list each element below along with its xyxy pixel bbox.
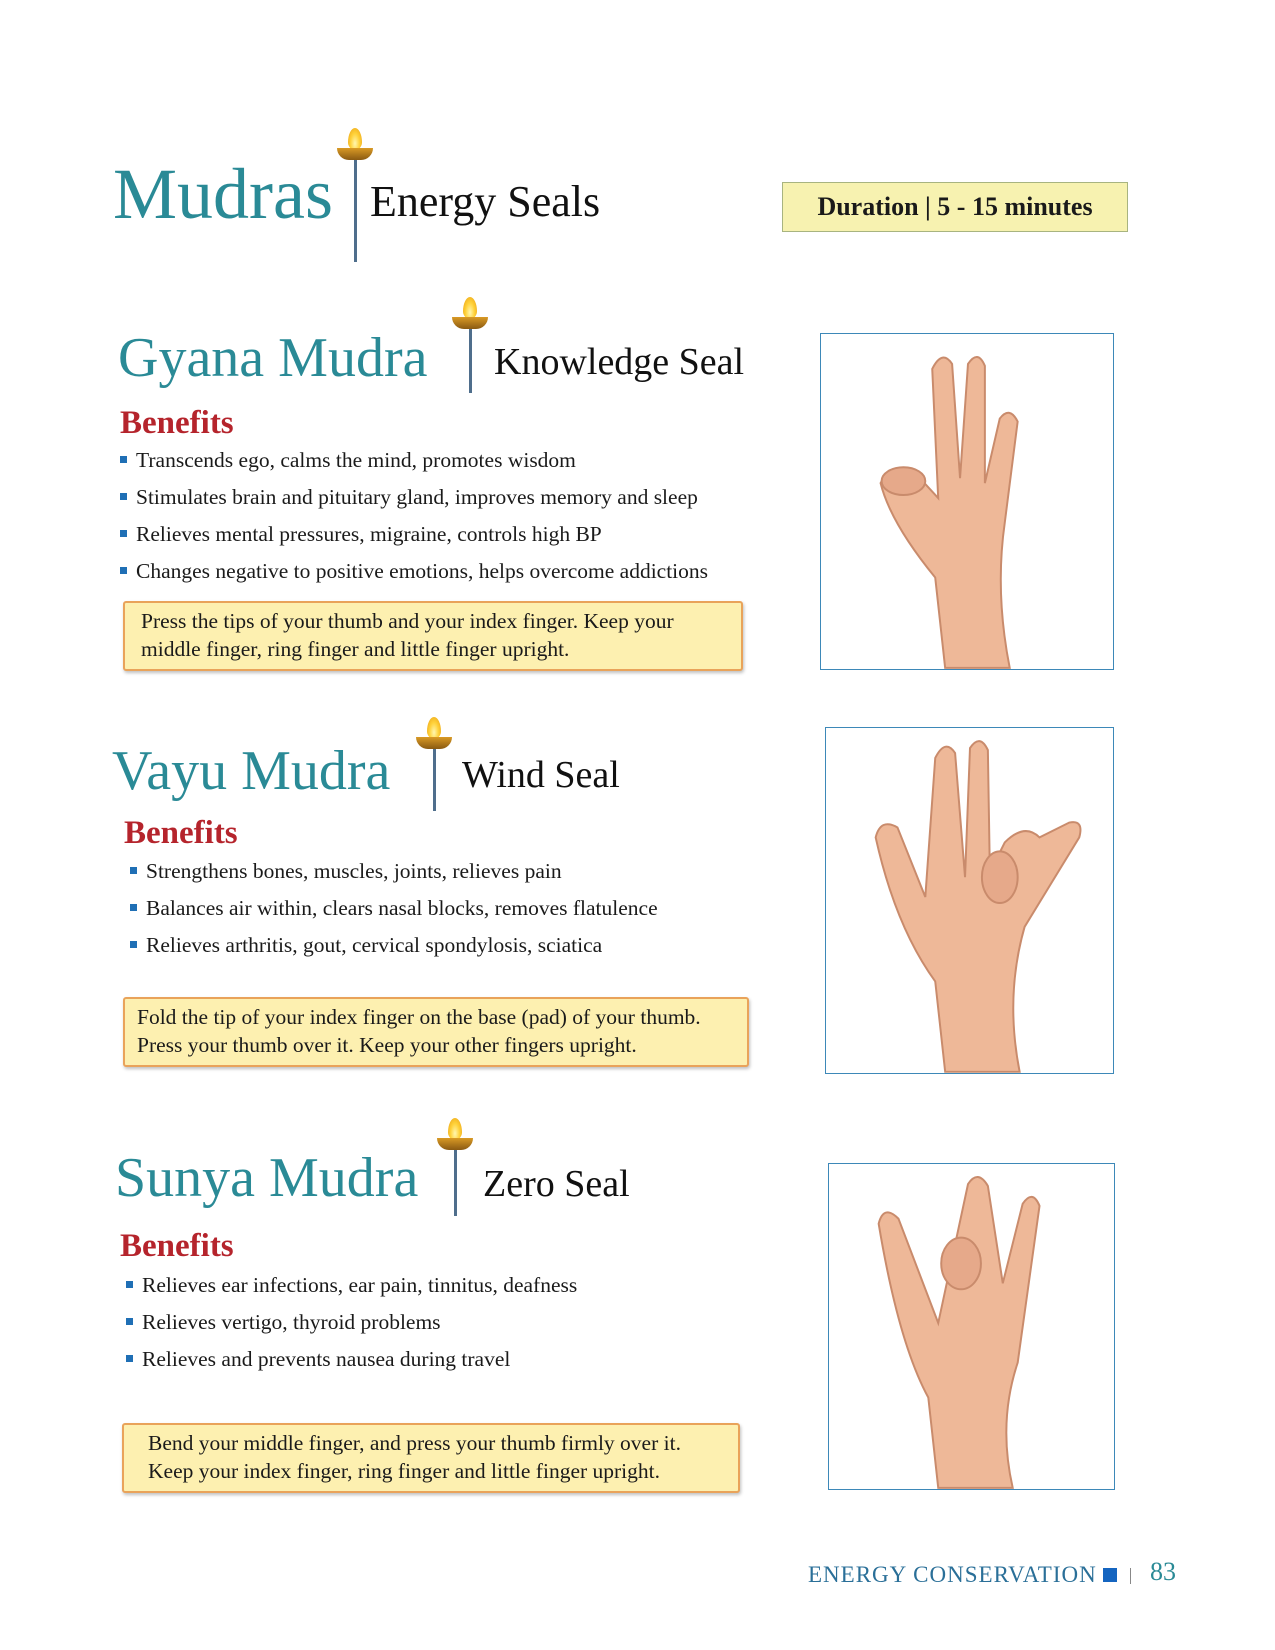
page-number: 83 xyxy=(1150,1557,1176,1586)
bullet-square-icon xyxy=(120,567,127,574)
benefits-heading: Benefits xyxy=(120,1228,234,1264)
sunya-mudra-hand-image xyxy=(828,1163,1115,1490)
benefits-heading: Benefits xyxy=(124,815,238,851)
footer-square-icon xyxy=(1103,1568,1117,1582)
mudra-subtitle: Zero Seal xyxy=(483,1163,630,1205)
instruction-note: Fold the tip of your index finger on the base (pad) of your thumb. Press your thumb over it. Keep your other fingers upright. xyxy=(123,997,749,1067)
mudra-subtitle: Wind Seal xyxy=(462,754,620,796)
list-item: Balances air within, clears nasal blocks, removes flatulence xyxy=(130,893,658,930)
benefits-list xyxy=(130,856,658,967)
instruction-note: Press the tips of your thumb and your index finger. Keep your middle finger, ring finger and little finger upright. xyxy=(123,601,743,671)
bullet-square-icon xyxy=(120,456,127,463)
page-title: Mudras xyxy=(113,154,333,234)
bullet-square-icon xyxy=(120,493,127,500)
list-item: Relieves ear infections, ear pain, tinnitus, deafness xyxy=(126,1270,577,1307)
page-subtitle: Energy Seals xyxy=(370,177,601,226)
mudra-subtitle: Knowledge Seal xyxy=(494,341,745,383)
footer-divider xyxy=(1130,1568,1131,1584)
benefits-list xyxy=(120,445,708,593)
duration-badge: Duration | 5 - 15 minutes xyxy=(782,182,1128,232)
mudra-title: Vayu Mudra xyxy=(112,740,391,802)
list-item: Strengthens bones, muscles, joints, relieves pain xyxy=(130,856,658,893)
bullet-square-icon xyxy=(130,904,137,911)
bullet-square-icon xyxy=(120,530,127,537)
bullet-square-icon xyxy=(126,1355,133,1362)
bullet-square-icon xyxy=(126,1318,133,1325)
footer-section-label: ENERGY CONSERVATION xyxy=(808,1562,1097,1587)
vayu-mudra-hand-image xyxy=(825,727,1114,1074)
list-item: Stimulates brain and pituitary gland, improves memory and sleep xyxy=(120,482,708,519)
instruction-note: Bend your middle finger, and press your thumb firmly over it. Keep your index finger, ring finger and little finger upright. xyxy=(122,1423,740,1493)
list-item: Changes negative to positive emotions, helps overcome addictions xyxy=(120,556,708,593)
bullet-square-icon xyxy=(126,1281,133,1288)
benefits-list xyxy=(126,1270,577,1381)
list-item: Relieves vertigo, thyroid problems xyxy=(126,1307,577,1344)
list-item: Transcends ego, calms the mind, promotes wisdom xyxy=(120,445,708,482)
list-item: Relieves and prevents nausea during travel xyxy=(126,1344,577,1381)
list-item: Relieves arthritis, gout, cervical spondylosis, sciatica xyxy=(130,930,658,967)
bullet-square-icon xyxy=(130,941,137,948)
gyana-mudra-hand-image xyxy=(820,333,1114,670)
bullet-square-icon xyxy=(130,867,137,874)
mudra-title: Gyana Mudra xyxy=(118,327,428,389)
benefits-heading: Benefits xyxy=(120,405,234,441)
list-item: Relieves mental pressures, migraine, controls high BP xyxy=(120,519,708,556)
mudra-title: Sunya Mudra xyxy=(115,1147,419,1209)
